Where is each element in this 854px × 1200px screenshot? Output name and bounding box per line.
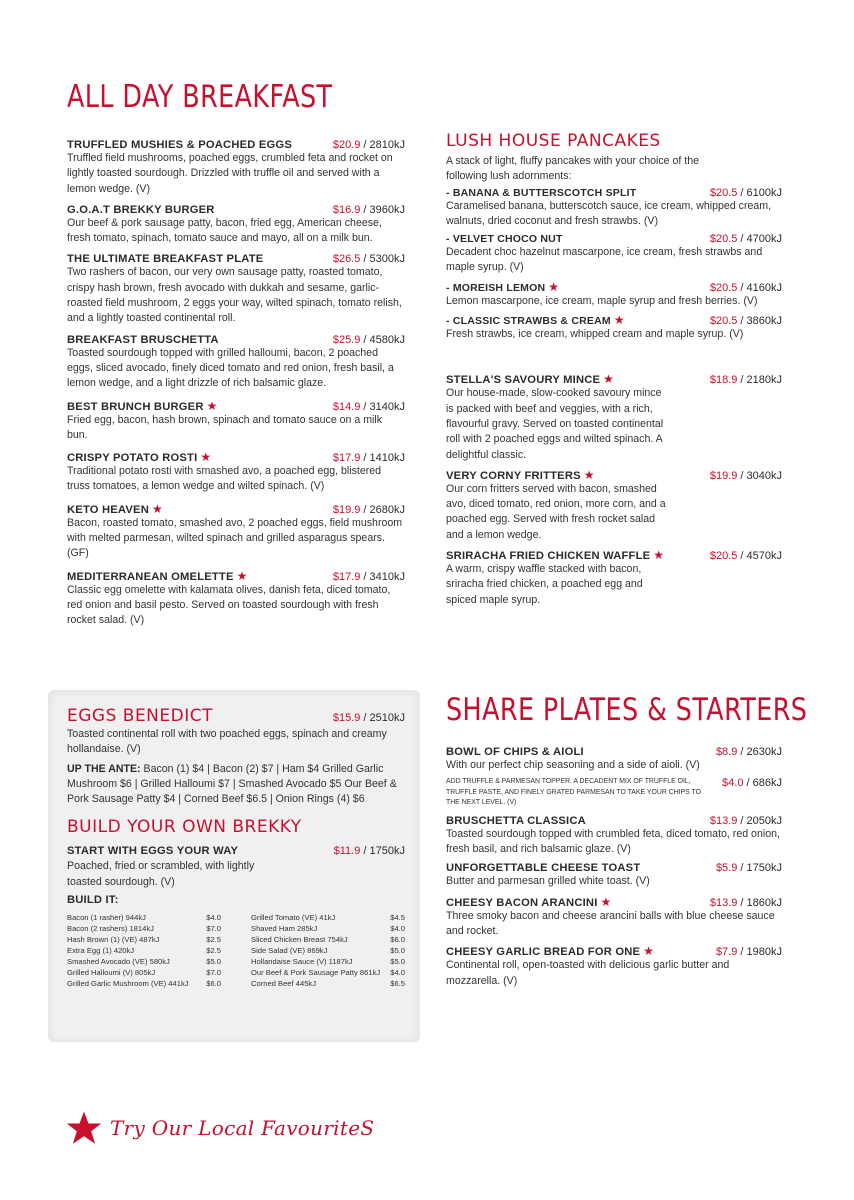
build-it-price: $7.0 xyxy=(206,924,221,934)
item-header xyxy=(67,399,405,413)
item-description: Our corn fritters served with bacon, smashed avo, diced tomato, red onion, more corn, and a poached egg. Served with fresh rocket salad and a lemon wedge. xyxy=(446,482,666,541)
price-value: $20.5 xyxy=(709,186,738,199)
menu-item xyxy=(67,139,405,197)
price-value: $20.5 xyxy=(709,315,738,328)
build-it-price: $6.0 xyxy=(390,935,405,945)
build-it-item: Hash Brown (1) (VE) 487kJ xyxy=(67,935,160,945)
item-name xyxy=(446,548,664,562)
build-it-column-left xyxy=(67,912,221,989)
kj-value: / 1410kJ xyxy=(360,452,405,465)
item-description: Continental roll, open-toasted with delicious garlic butter and mozzarella. (V) xyxy=(446,959,730,987)
build-it-item: Bacon (2 rashers) 1814kJ xyxy=(67,924,154,934)
section-title-all-day-breakfast: ALL DAY BREAKFAST xyxy=(67,79,333,115)
build-it-item: Smashed Avocado (VE) 580kJ xyxy=(67,957,170,967)
item-price xyxy=(716,862,782,874)
item-price xyxy=(710,550,782,562)
price-value: $13.9 xyxy=(709,896,738,909)
price-value: $13.9 xyxy=(709,814,738,827)
kj-value: / 6100kJ xyxy=(737,186,782,199)
price-value: $8.9 xyxy=(715,746,738,758)
item-header xyxy=(67,204,405,216)
build-it-price: $2.5 xyxy=(206,946,221,956)
item-description: Caramelised banana, butterscotch sauce, ice cream, whipped cream, walnuts, dried coconut and fresh strawbs. (V) xyxy=(446,199,772,227)
section-title-share-plates: SHARE PLATES & STARTERS xyxy=(446,692,808,728)
item-description: Fresh strawbs, ice cream, whipped cream and maple syrup. (V) xyxy=(446,328,744,341)
item-price xyxy=(333,504,405,516)
item-name xyxy=(67,399,218,413)
eggs-benedict-description: Toasted continental roll with two poached eggs, spinach and creamy hollandaise. (V) xyxy=(67,728,387,756)
up-the-ante xyxy=(67,762,405,808)
item-name-text: MEDITERRANEAN OMELETTE xyxy=(67,570,234,583)
item-name xyxy=(446,280,559,294)
build-it-item: Grilled Tomato (VE) 41kJ xyxy=(251,913,336,923)
price-value: $17.9 xyxy=(332,452,361,465)
star-icon: ★ xyxy=(613,313,625,328)
build-it-row xyxy=(67,945,221,956)
build-it-row xyxy=(251,934,405,945)
price-value: $11.9 xyxy=(333,845,361,858)
item-name-text: BEST BRUNCH BURGER xyxy=(67,400,204,413)
build-it-item: Sliced Chicken Breast 754kJ xyxy=(251,935,348,945)
kj-value: / 2510kJ xyxy=(360,712,405,724)
item-name-text: BRUSCHETTA CLASSICA xyxy=(446,814,586,827)
item-description: Traditional potato rosti with smashed avo, a poached egg, blistered truss tomatoes, a lemon wedge and wilted spinach. (V) xyxy=(67,465,382,493)
item-name-text: CRISPY POTATO ROSTI xyxy=(67,452,198,465)
menu-item xyxy=(446,233,782,276)
kj-value: / 4570kJ xyxy=(737,550,782,563)
item-name-text: CHEESY BACON ARANCINI xyxy=(446,896,598,909)
item-header xyxy=(67,502,405,516)
truffle-topper-price xyxy=(722,777,782,809)
kj-value: / 3140kJ xyxy=(360,400,405,413)
build-it-row xyxy=(251,978,405,989)
price-value: $17.9 xyxy=(332,570,361,583)
item-name-text: - MOREISH LEMON xyxy=(446,281,546,294)
price-value: $14.9 xyxy=(332,400,361,413)
item-name-text: KETO HEAVEN xyxy=(67,503,149,516)
kj-value: / 1750kJ xyxy=(360,845,405,858)
build-it-row xyxy=(251,912,405,923)
item-price xyxy=(710,315,782,327)
star-icon: ★ xyxy=(151,501,163,516)
item-header xyxy=(446,187,782,199)
price-value: $26.5 xyxy=(332,253,361,266)
section-title-build-your-own: BUILD YOUR OWN BREKKY xyxy=(67,817,302,838)
star-icon: ★ xyxy=(653,548,665,563)
item-header xyxy=(67,253,405,265)
build-it-item: Corned Beef 445kJ xyxy=(251,979,317,989)
kj-value: / 3860kJ xyxy=(737,315,782,328)
build-it-price: $6.5 xyxy=(390,979,405,989)
kj-value: / 686kJ xyxy=(743,777,782,790)
item-price xyxy=(710,897,782,909)
build-it-row xyxy=(67,956,221,967)
menu-item xyxy=(446,815,782,858)
share-plates-section xyxy=(446,692,808,994)
item-description: Truffled field mushrooms, poached eggs, crumbled feta and rocket on lightly toasted sourdough. Drizzled with truffle oil and served with a lemon wedge. (V) xyxy=(67,152,393,195)
item-name: START WITH EGGS YOUR WAY xyxy=(67,845,239,858)
item-name-text: THE ULTIMATE BREAKFAST PLATE xyxy=(67,253,264,266)
item-header xyxy=(446,313,782,327)
kj-value: / 3040kJ xyxy=(737,469,782,482)
item-price xyxy=(716,946,782,958)
item-name xyxy=(446,944,654,958)
item-name-text: - VELVET CHOCO NUT xyxy=(446,233,563,246)
item-price xyxy=(333,452,405,464)
kj-value: / 1980kJ xyxy=(737,946,782,959)
build-it-item: Side Salad (VE) 869kJ xyxy=(251,946,328,956)
build-it-price: $4.0 xyxy=(390,924,405,934)
item-header xyxy=(67,569,405,583)
build-it-row xyxy=(251,923,405,934)
item-description: Classic egg omelette with kalamata olives, danish feta, diced tomato, red onion and basil pesto. Served on toasted sourdough with fresh rocket salad. (V) xyxy=(67,583,391,627)
build-it-item: Our Beef & Pork Sausage Patty 861kJ xyxy=(251,968,381,978)
menu-item xyxy=(446,895,782,940)
truffle-topper-description: ADD TRUFFLE & PARMESAN TOPPER. A DECADENT MIX OF TRUFFLE OIL, TRUFFLE PASTE, AND FINELY GRATED PARMESAN TO TAKE YOUR CHIPS TO THE NEXT LEVEL. (V) xyxy=(446,778,702,807)
menu-item xyxy=(446,468,782,543)
kj-value: / 4700kJ xyxy=(737,233,782,246)
item-description: Our house-made, slow-cooked savoury mince is packed with beef and veggies, with a rich, flavourful gravy. Served on toasted continental roll with 2 poached eggs and wilted spinach. A delightful classic. xyxy=(446,387,664,461)
star-icon: ★ xyxy=(200,450,212,465)
item-header xyxy=(446,895,782,909)
item-description: With our perfect chip seasoning and a side of aioli. (V) xyxy=(446,759,700,771)
build-it-item: Grilled Halloumi (V) 805kJ xyxy=(67,968,156,978)
item-header xyxy=(67,450,405,464)
kj-value: / 3960kJ xyxy=(360,203,405,216)
price-value: $20.5 xyxy=(709,550,738,563)
kj-value: / 2680kJ xyxy=(360,503,405,516)
star-icon: ★ xyxy=(206,398,218,413)
item-name-text: UNFORGETTABLE CHEESE TOAST xyxy=(446,862,641,875)
build-it-price: $6.0 xyxy=(206,979,221,989)
star-icon: ★ xyxy=(643,944,655,959)
item-name-text: - CLASSIC STRAWBS & CREAM xyxy=(446,315,611,328)
build-it-row xyxy=(67,967,221,978)
item-header xyxy=(446,233,782,245)
price-value: $15.9 xyxy=(332,712,361,724)
right-column xyxy=(446,133,782,613)
item-price xyxy=(333,401,405,413)
item-name-text: TRUFFLED MUSHIES & POACHED EGGS xyxy=(67,139,292,151)
item-price xyxy=(333,139,405,151)
build-it-price: $5.0 xyxy=(390,946,405,956)
start-with-eggs-description: Poached, fried or scrambled, with lightly toasted sourdough. (V) xyxy=(67,860,255,888)
item-header xyxy=(446,280,782,294)
kj-value: / 2180kJ xyxy=(737,374,782,387)
price-value: $20.5 xyxy=(709,281,738,294)
menu-item xyxy=(67,253,405,326)
item-name xyxy=(67,204,215,216)
item-header xyxy=(446,468,782,482)
menu-item xyxy=(446,372,782,462)
local-favourites-text: Try Our Local FavouriteS xyxy=(110,1116,375,1140)
build-it-price: $4.0 xyxy=(390,968,405,978)
menu-item xyxy=(446,862,782,889)
item-name xyxy=(446,187,636,199)
build-it-label: BUILD IT: xyxy=(67,894,119,907)
build-it-row xyxy=(67,912,221,923)
build-it-price: $2.5 xyxy=(206,935,221,945)
eggs-benedict-price xyxy=(333,712,405,724)
item-name-text: SRIRACHA FRIED CHICKEN WAFFLE xyxy=(446,550,651,563)
item-name xyxy=(67,450,211,464)
item-name xyxy=(67,569,248,583)
item-description: Butter and parmesan grilled white toast. (V) xyxy=(446,875,650,888)
item-price xyxy=(333,253,405,265)
start-with-eggs-header xyxy=(67,845,405,857)
item-price xyxy=(333,334,405,346)
build-it-item: Shaved Ham 285kJ xyxy=(251,924,318,934)
menu-item xyxy=(67,399,405,444)
kj-value: / 4160kJ xyxy=(737,281,782,294)
item-price xyxy=(716,746,782,758)
build-it-price: $4.5 xyxy=(390,913,405,923)
item-name xyxy=(446,313,625,327)
item-description: Fried egg, bacon, hash brown, spinach and tomato sauce on a milk bun. xyxy=(67,413,383,441)
price-value: $4.0 xyxy=(722,777,744,790)
build-it-row xyxy=(251,956,405,967)
kj-value: / 2810kJ xyxy=(360,139,405,151)
item-name xyxy=(446,468,595,482)
menu-item xyxy=(67,569,405,629)
item-name-text: BREAKFAST BRUSCHETTA xyxy=(67,333,219,346)
truffle-topper-row xyxy=(446,777,782,809)
item-name xyxy=(67,139,292,151)
item-name-text: G.O.A.T BREKKY BURGER xyxy=(67,203,215,216)
item-header xyxy=(446,372,782,386)
item-name xyxy=(446,895,612,909)
item-name-text: - BANANA & BUTTERSCOTCH SPLIT xyxy=(446,186,637,199)
build-it-row xyxy=(67,978,221,989)
price-value: $16.9 xyxy=(332,203,361,216)
build-it-row xyxy=(251,967,405,978)
price-value: $7.9 xyxy=(715,946,738,959)
item-name xyxy=(446,815,586,827)
kj-value: / 2630kJ xyxy=(737,746,782,758)
item-price xyxy=(710,470,782,482)
all-day-breakfast-section xyxy=(67,79,405,636)
item-name-text: CHEESY GARLIC BREAD FOR ONE xyxy=(446,946,641,959)
menu-item-chips xyxy=(446,746,782,809)
star-icon: ★ xyxy=(548,279,560,294)
menu-item xyxy=(446,548,782,608)
item-header xyxy=(67,139,405,151)
menu-item xyxy=(446,280,782,309)
item-name xyxy=(67,502,163,516)
build-it-row xyxy=(251,945,405,956)
eggs-benedict-header xyxy=(67,708,405,725)
item-header xyxy=(446,548,782,562)
price-value: $19.9 xyxy=(709,469,738,482)
item-header xyxy=(446,746,782,758)
item-header xyxy=(446,815,782,827)
item-price xyxy=(710,282,782,294)
menu-item xyxy=(67,502,405,562)
breakfast-items xyxy=(67,139,405,629)
price-value: $18.9 xyxy=(709,374,738,387)
up-the-ante-text: Bacon (1) $4 | Bacon (2) $7 | Ham $4 Grilled Garlic Mushroom $6 | Grilled Halloumi $7 | Smashed Avocado $5 Our Beef & Pork Sausage Patty $4 | Corned Beef $6.5 | Onion Rings (4) $6 xyxy=(67,762,397,806)
build-it-price: $4.0 xyxy=(206,913,221,923)
item-name xyxy=(67,334,219,346)
kj-value: / 5300kJ xyxy=(360,253,405,266)
item-description: A warm, crispy waffle stacked with bacon, sriracha fried chicken, a poached egg and spiced maple syrup. xyxy=(446,563,643,606)
savoury-items xyxy=(446,372,782,608)
price-value: $20.9 xyxy=(332,139,361,151)
kj-value: / 1860kJ xyxy=(737,896,782,909)
up-the-ante-label: UP THE ANTE: xyxy=(67,762,141,775)
menu-item xyxy=(446,187,782,230)
menu-item xyxy=(67,204,405,247)
item-name xyxy=(446,372,614,386)
star-icon xyxy=(66,1110,102,1146)
build-it-row xyxy=(67,934,221,945)
local-favourites-footer xyxy=(66,1110,374,1146)
price-value: $25.9 xyxy=(332,333,361,346)
menu-item xyxy=(67,334,405,392)
kj-value: / 2050kJ xyxy=(737,814,782,827)
item-description: Three smoky bacon and cheese arancini balls with blue cheese sauce and rocket. xyxy=(446,909,775,937)
section-title-pancakes: LUSH HOUSE PANCAKES xyxy=(446,131,661,151)
item-description: Two rashers of bacon, our very own sausage patty, roasted tomato, crispy hash brown, fresh avocado with dukkah and sesame, garlic-roasted field mushroom, 2 eggs your way, wilted spinach, tomato relish, and a lightly toasted continental roll. xyxy=(67,266,402,325)
price-value: $20.5 xyxy=(709,233,738,246)
item-price xyxy=(333,204,405,216)
item-name-text: STELLA'S SAVOURY MINCE xyxy=(446,374,601,387)
share-items xyxy=(446,815,782,989)
build-it-item: Grilled Garlic Mushroom (VE) 441kJ xyxy=(67,979,189,989)
item-description: Our beef & pork sausage patty, bacon, fried egg, American cheese, fresh tomato, spinach, tomato sauce and mayo, all on a milk bun. xyxy=(67,216,382,245)
section-title-eggs-benedict: EGGS BENEDICT xyxy=(67,706,214,726)
star-icon: ★ xyxy=(603,372,615,387)
build-it-row xyxy=(67,923,221,934)
price-value: $5.9 xyxy=(715,862,738,875)
star-icon: ★ xyxy=(583,467,595,482)
price-value: $19.9 xyxy=(332,503,361,516)
item-name xyxy=(67,253,263,265)
item-header xyxy=(446,862,782,874)
item-description: Toasted sourdough topped with grilled halloumi, bacon, 2 poached eggs, sliced avocado, finely diced tomato and red onion, fresh basil, a lemon wedge, and a light drizzle of rich balsamic glaze. xyxy=(67,346,394,390)
item-price xyxy=(710,233,782,245)
item-name xyxy=(446,862,640,874)
build-it-table xyxy=(67,912,405,989)
item-description: Bacon, roasted tomato, smashed avo, 2 poached eggs, field mushroom with melted parmesan, wilted spinach and grilled asparagus spears. (GF) xyxy=(67,516,403,560)
star-icon: ★ xyxy=(600,894,612,909)
item-price xyxy=(710,187,782,199)
menu-item xyxy=(446,313,782,342)
build-it-item: Extra Egg (1) 420kJ xyxy=(67,946,135,956)
item-price xyxy=(333,571,405,583)
star-icon: ★ xyxy=(236,568,248,583)
item-description: Lemon mascarpone, ice cream, maple syrup and fresh berries. (V) xyxy=(446,294,758,307)
eggs-benedict-section xyxy=(67,708,405,989)
build-it-price: $5.0 xyxy=(390,957,405,967)
build-it-item: Bacon (1 rasher) 944kJ xyxy=(67,913,146,923)
menu-item xyxy=(67,450,405,495)
item-name-text: VERY CORNY FRITTERS xyxy=(446,469,581,482)
item-price xyxy=(710,815,782,827)
item-description: Toasted sourdough topped with crumbled feta, diced tomato, red onion, fresh basil, and rich balsamic glaze. (V) xyxy=(446,827,780,856)
kj-value: / 3410kJ xyxy=(360,570,405,583)
menu-item xyxy=(446,944,782,989)
item-description: Decadent choc hazelnut mascarpone, ice cream, fresh strawbs and maple syrup. (V) xyxy=(446,246,763,274)
item-price xyxy=(710,374,782,386)
build-it-item: Hollandaise Sauce (V) 1187kJ xyxy=(251,957,353,967)
item-price xyxy=(334,845,405,857)
kj-value: / 1750kJ xyxy=(737,862,782,875)
pancakes-intro: A stack of light, fluffy pancakes with your choice of the following lush adornments: xyxy=(446,155,700,183)
kj-value: / 4580kJ xyxy=(360,333,405,346)
build-it-price: $7.0 xyxy=(206,968,221,978)
item-header xyxy=(67,334,405,346)
pancake-items xyxy=(446,187,782,343)
item-name: BOWL OF CHIPS & AIOLI xyxy=(446,746,584,758)
item-header xyxy=(446,944,782,958)
item-name xyxy=(446,233,563,245)
build-it-price: $5.0 xyxy=(206,957,221,967)
build-it-column-right xyxy=(251,912,405,989)
